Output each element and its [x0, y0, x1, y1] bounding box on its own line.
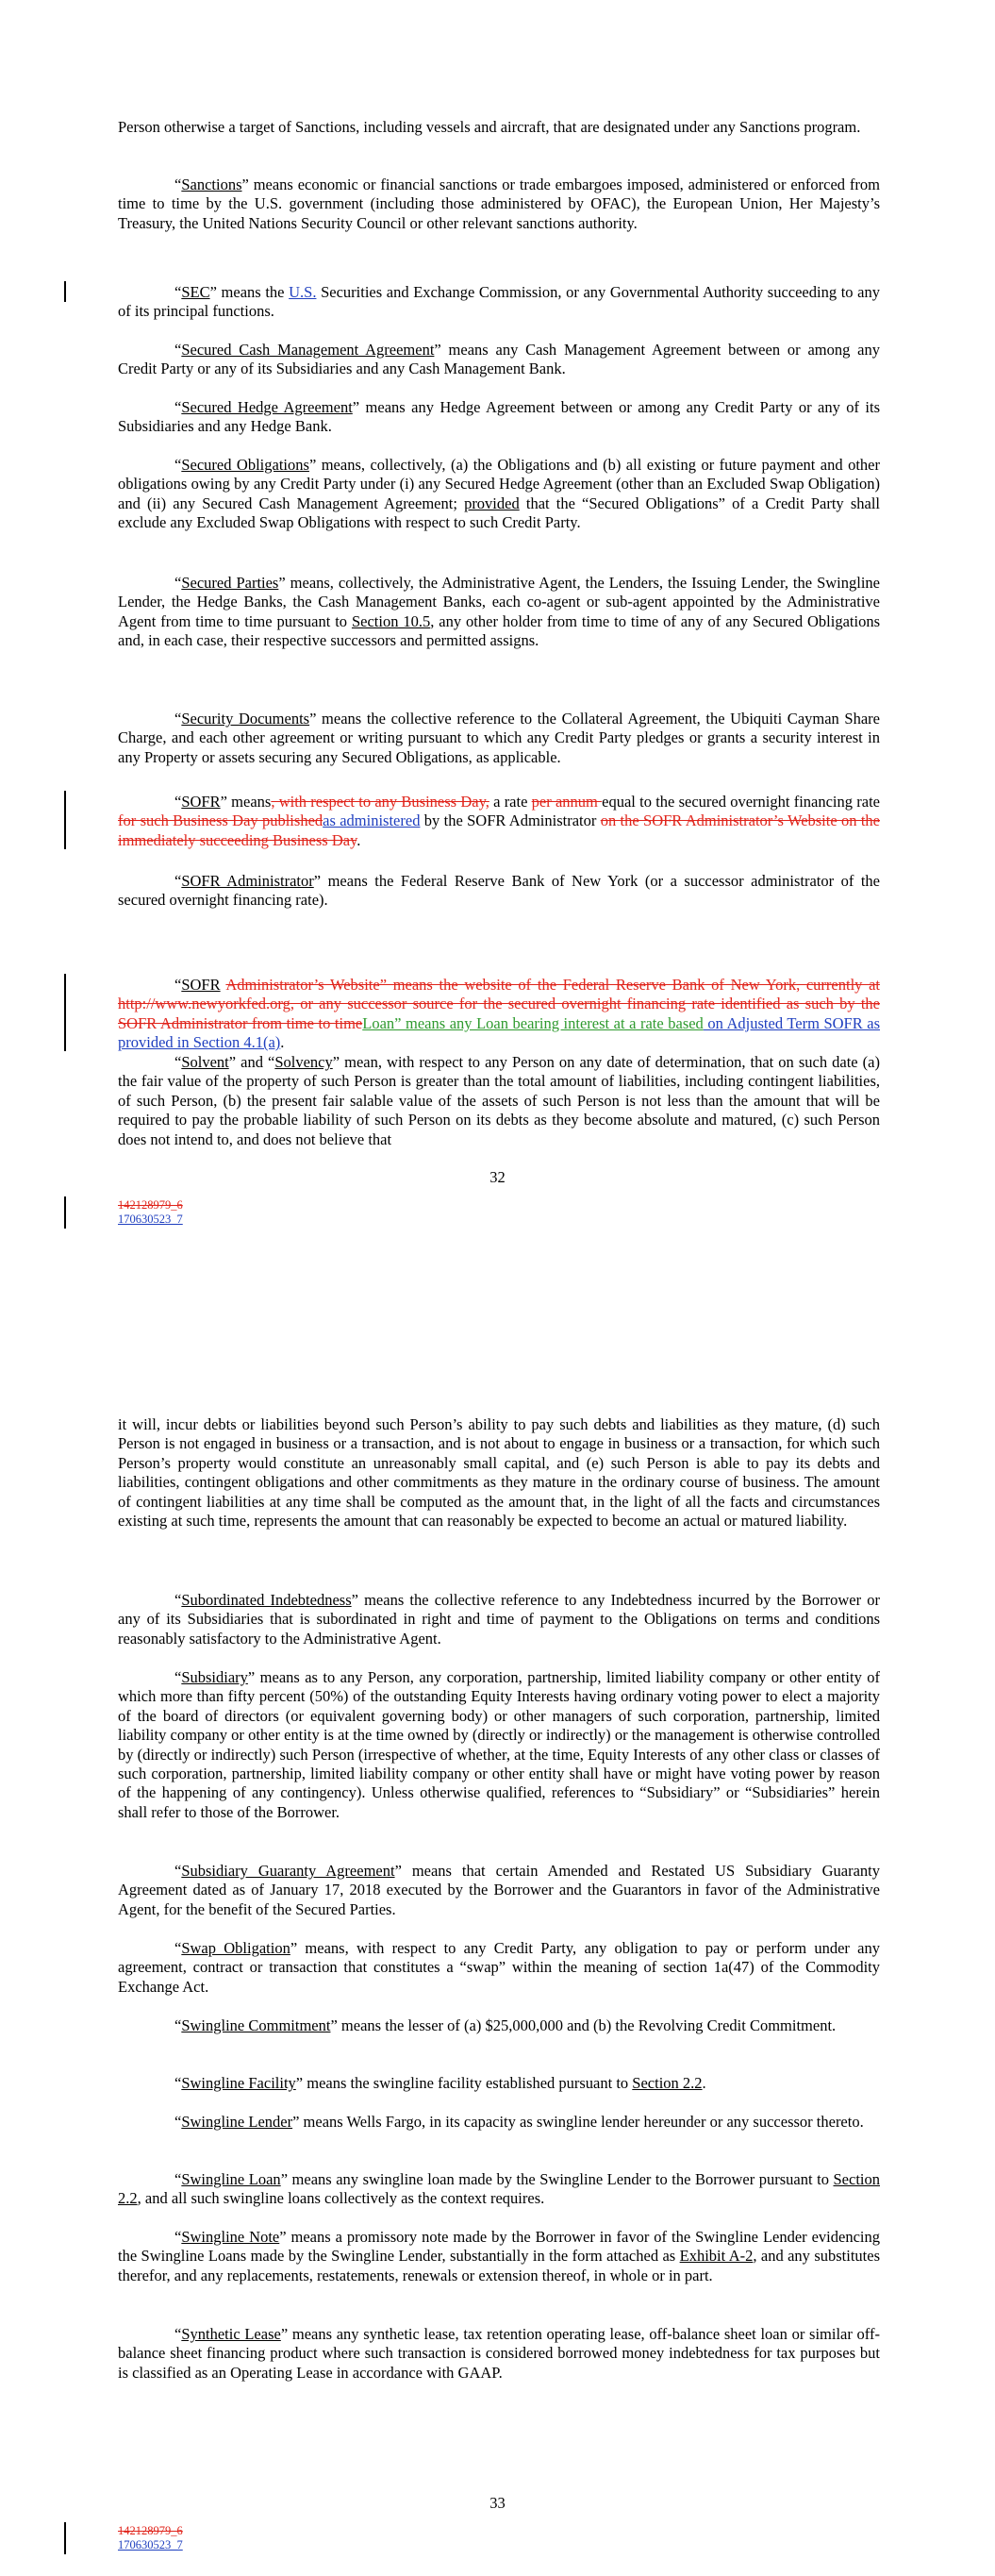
defined-term: Subsidiary — [181, 1668, 248, 1686]
deleted-text: for such Business Day published — [118, 811, 323, 830]
inserted-text: U.S. — [289, 283, 317, 301]
defined-term: Swap Obligation — [181, 1939, 290, 1957]
change-bar — [64, 974, 66, 1051]
definition-swingline-facility: “Swingline Facility” means the swingline facility established pursuant to Section 2.2. — [174, 2074, 706, 2092]
inserted-text: on Adjusted Term SOFR as provided in Section 4.1(a) — [118, 1013, 881, 1052]
defined-term: Secured Hedge Agreement — [181, 398, 353, 416]
defined-term: Security Documents — [181, 710, 310, 728]
inserted-document-id: 170630523_7 — [118, 1213, 183, 1226]
defined-term: Subsidiary Guaranty Agreement — [181, 1862, 395, 1880]
deleted-text: per annum — [531, 793, 603, 811]
definition-secured-parties: “Secured Parties” means, collectively, the Administrative Agent, the Lenders, the Issuing Lender, the Swingline Lender, the Hedge Banks, the Cash Management Banks, each co-agent or sub-agent appointed by the Administrative Agent from time to time pursuant to Section 10.5, any other holder from time to time of any of any Secured Obligations and, in each case, their respective successors and permitted assigns. — [118, 574, 880, 650]
definition-sanctions: “Sanctions” means economic or financial sanctions or trade embargoes imposed, administered or enforced from time to time by the U.S. government (including those administered by OFAC), the European Union, Her Majesty’s Treasury, the United Nations Security Council or other relevant sanctions authority. — [118, 176, 880, 232]
defined-term: Secured Obligations — [181, 456, 309, 474]
defined-term: Solvency — [274, 1053, 333, 1071]
definition-sofr: “SOFR” means, with respect to any Business Day, a rate per annum equal to the secured overnight financing rate for such Business Day publishedas administered by the SOFR Administrator on the SOFR Administrator’s Website on the immediately succeeding Business Day. — [118, 793, 880, 849]
definition-secured-hedge-agreement: “Secured Hedge Agreement” means any Hedge Agreement between or among any Credit Party or any of its Subsidiaries and any Hedge Bank. — [118, 398, 881, 436]
defined-term: Swingline Commitment — [181, 2016, 331, 2034]
defined-term: SOFR Administrator — [181, 872, 314, 890]
deleted-link: http://www.newyorkfed.org — [118, 995, 290, 1013]
change-bar — [64, 2522, 66, 2554]
definition-swap-obligation: “Swap Obligation” means, with respect to any Credit Party, any obligation to pay or perform under any agreement, contract or transaction that constitutes a “swap” within the meaning of section 1a(47) of the Commodity Exchange Act. — [118, 1939, 880, 1996]
document-id — [118, 2524, 183, 2552]
defined-term: SOFR — [181, 793, 221, 811]
definition-secured-cash-management-agreement: “Secured Cash Management Agreement” means any Cash Management Agreement between or among any Credit Party or any of its Subsidiaries and any Cash Management Bank. — [118, 341, 880, 378]
defined-term: Swingline Note — [181, 2228, 280, 2246]
defined-term: SEC — [181, 283, 210, 301]
definition-solvent: “Solvent” and “Solvency” mean, with respect to any Person on any date of determination, that on such date (a) the fair value of the property of such Person is greater than the total amount of liabilities, including contingent liabilities, of such Person, (b) the present fair salable value of the assets of such Person is not less than the amount that will be required to pay the probable liability of such Person on its debts as they become absolute and matured, (c) such Person does not intend to, and does not believe that — [118, 1053, 880, 1148]
document-id — [118, 1198, 183, 1227]
defined-term: Sanctions — [181, 176, 242, 193]
inserted-text: Loan” means any Loan bearing interest at a rate based — [362, 1013, 704, 1032]
deleted-text: on the SOFR Administrator’s Website on the immediately succeeding Business Day — [118, 811, 880, 849]
deleted-document-id: 142128979_6 — [118, 2524, 183, 2537]
section-reference: Section 2.2 — [118, 2170, 880, 2208]
defined-term: Subordinated Indebtedness — [181, 1591, 352, 1609]
defined-term: Solvent — [181, 1053, 229, 1071]
definition-sofr-administrator: “SOFR Administrator” means the Federal Reserve Bank of New York (or a successor administrator of the secured overnight financing rate). — [118, 872, 880, 910]
definition-subsidiary-guaranty-agreement: “Subsidiary Guaranty Agreement” means that certain Amended and Restated US Subsidiary Guaranty Agreement dated as of January 17, 2018 executed by the Borrower and the Guarantors in favor of the Administrative Agent, for the benefit of the Secured Parties. — [118, 1862, 880, 1918]
defined-term: Secured Parties — [181, 574, 279, 592]
deleted-text: , or any successor source for the secured overnight financing rate identified as such by the SOFR Administrator from time to time — [118, 995, 880, 1032]
definition-sofr-loan: “SOFR Administrator’s Website” means the website of the Federal Reserve Bank of New York, currently at http://www.newyorkfed.org, or any successor source for the secured overnight financing rate identified as such by the SOFR Administrator from time to timeLoan” means any Loan bearing interest at a rate based on Adjusted Term SOFR as provided in Section 4.1(a). — [118, 976, 881, 1052]
defined-term: Swingline Facility — [181, 2074, 296, 2092]
page-number: 33 — [489, 2494, 506, 2512]
inserted-document-id: 170630523_7 — [118, 2538, 183, 2551]
definition-subsidiary: “Subsidiary” means as to any Person, any corporation, partnership, limited liability company or other entity of which more than fifty percent (50%) of the outstanding Equity Interests having ordinary voting power to elect a majority of the board of directors (or equivalent governing body) or other managers of such corporation, partnership, limited liability company or other entity is at the time owned by (directly or indirectly) or the management is otherwise controlled by (directly or indirectly) such Person (irrespective of whether, at the time, Equity Interests of any other class or classes of such corporation, partnership, limited liability company or other entity shall have or might have voting power by reason of the happening of any contingency). Unless otherwise qualified, references to “Subsidiary” or “Subsidiaries” herein shall refer to those of the Borrower. — [118, 1668, 880, 1821]
paragraph-continuation: Person otherwise a target of Sanctions, including vessels and aircraft, that are designated under any Sanctions program. — [118, 118, 861, 136]
deleted-text: , with respect to any Business Day, — [271, 793, 489, 811]
change-bar — [64, 791, 66, 849]
section-reference: Section 10.5 — [351, 611, 431, 630]
defined-term: Swingline Lender — [181, 2113, 293, 2131]
inserted-text: as administered — [323, 811, 421, 830]
definition-secured-obligations: “Secured Obligations” means, collectively, (a) the Obligations and (b) all existing or future payment and other obligations owing by any Credit Party under (i) any Secured Hedge Agreement (other than an Excluded Swap Obligation) and (ii) any Secured Cash Management Agreement; provided that the “Secured Obligations” of a Credit Party shall exclude any Excluded Swap Obligations with respect to such Credit Party. — [118, 456, 880, 532]
defined-term: Secured Cash Management Agreement — [181, 341, 435, 359]
section-reference: Section 2.2 — [632, 2074, 703, 2092]
definition-subordinated-indebtedness: “Subordinated Indebtedness” means the collective reference to any Indebtedness incurred by the Borrower or any of its Subsidiaries that is subordinated in right and time of payment to the Obligations on terms and conditions reasonably satisfactory to the Administrative Agent. — [118, 1591, 880, 1648]
page-number: 32 — [489, 1168, 506, 1186]
definition-swingline-loan: “Swingline Loan” means any swingline loan made by the Swingline Lender to the Borrower pursuant to Section 2.2, and all such swingline loans collectively as the context requires. — [118, 2170, 880, 2208]
change-bar — [64, 1196, 66, 1229]
defined-term: Swingline Loan — [181, 2170, 281, 2188]
definition-synthetic-lease: “Synthetic Lease” means any synthetic lease, tax retention operating lease, off-balance sheet loan or similar off-balance sheet financing product where such transaction is considered borrowed money indebtedness for tax purposes but is classified as an Operating Lease in accordance with GAAP. — [118, 2325, 880, 2382]
page-32 — [0, 0, 995, 1264]
definition-swingline-lender: “Swingline Lender” means Wells Fargo, in its capacity as swingline lender hereunder or any successor thereto. — [174, 2113, 864, 2131]
definition-swingline-note: “Swingline Note” means a promissory note made by the Borrower in favor of the Swingline Lender evidencing the Swingline Loans made by the Swingline Lender, substantially in the form attached as Exhibit A-2, and any substitutes therefor, and any replacements, restatements, renewals or extension thereof, in whole or in part. — [118, 2228, 880, 2284]
defined-term: Synthetic Lease — [181, 2325, 281, 2343]
deleted-document-id: 142128979_6 — [118, 1198, 183, 1212]
definition-security-documents: “Security Documents” means the collective reference to the Collateral Agreement, the Ubiquiti Cayman Share Charge, and each other agreement or writing pursuant to which any Credit Party pledges or grants a security interest in any Property or assets securing any Secured Obligations, as applicable. — [118, 710, 880, 766]
defined-term: SOFR — [181, 976, 221, 994]
definition-swingline-commitment: “Swingline Commitment” means the lesser of (a) $25,000,000 and (b) the Revolving Credit Commitment. — [174, 2016, 837, 2034]
exhibit-reference: Exhibit A-2 — [679, 2247, 754, 2266]
page-33 — [0, 1415, 995, 2576]
paragraph-continuation: it will, incur debts or liabilities beyond such Person’s ability to pay such debts and liabilities as they mature, (d) such Person is not engaged in business or a transaction, and is not about to engage in business or a transaction, for which such Person’s property would constitute an unreasonably small capital, and (e) such Person is able to pay its debts and liabilities, contingent obligations and other commitments as they mature in the ordinary course of business. The amount of contingent liabilities at any time shall be computed as the amount that, in the light of all the facts and circumstances existing at such time, represents the amount that can reasonably be expected to become an actual or matured liability. — [118, 1415, 880, 1531]
definition-sec: “SEC” means the U.S. Securities and Exchange Commission, or any Governmental Authority succeeding to any of its principal functions. — [118, 283, 880, 321]
deleted-text: Administrator’s Website” means the website of the Federal Reserve Bank of New York, currently at — [225, 976, 881, 994]
change-bar — [64, 281, 66, 302]
